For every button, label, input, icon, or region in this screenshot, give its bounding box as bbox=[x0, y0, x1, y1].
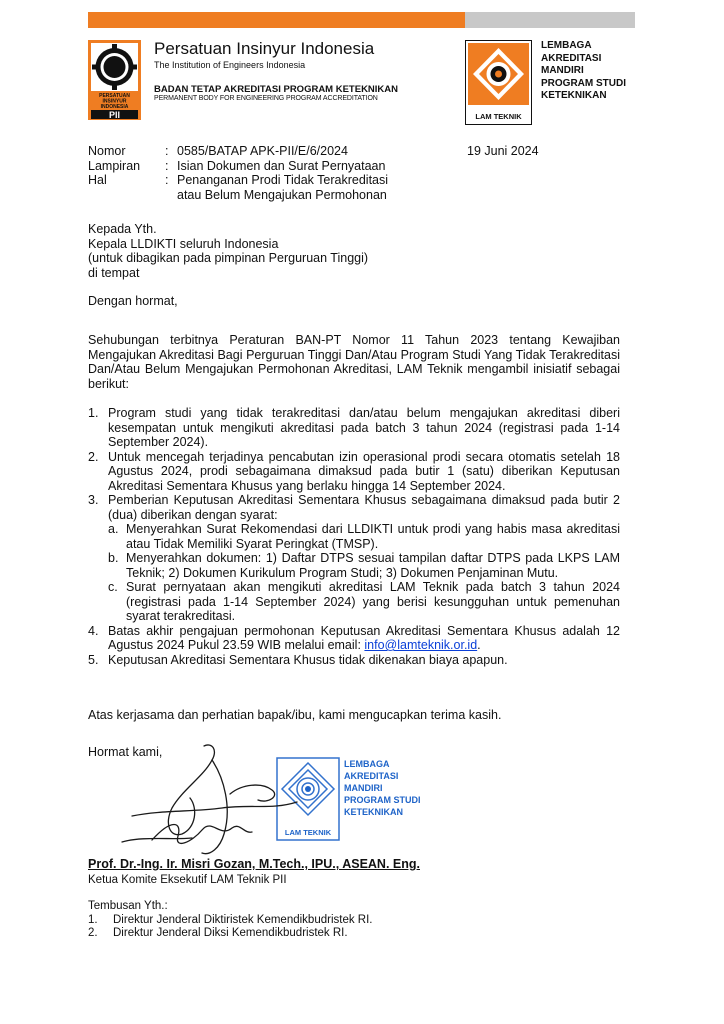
meta-row: Nomor : 0585/BATAP APK-PII/E/6/2024 bbox=[88, 144, 417, 159]
sub-text: Menyerahkan dokumen: 1) Daftar DTPS sesuai tampilan daftar DTPS pada LKPS LAM Teknik; 2) Dokumen Kurikulum Program Studi; 3) Dokumen Penjaminan Mutu. bbox=[126, 551, 620, 580]
closing-line: Atas kerjasama dan perhatian bapak/ibu, kami mengucapkan terima kasih. bbox=[88, 708, 502, 722]
stamp-line: AKREDITASI bbox=[344, 771, 399, 781]
meta-key: Hal bbox=[88, 173, 107, 187]
sub-label: a. bbox=[108, 522, 119, 536]
body-name-en: PERMANENT BODY FOR ENGINEERING PROGRAM ACCREDITATION bbox=[154, 95, 378, 102]
meta-value: Penanganan Prodi Tidak Terakreditasi atau Belum Mengajukan Permohonan bbox=[177, 173, 389, 202]
intro-paragraph: Sehubungan terbitnya Peraturan BAN-PT Nomor 11 Tahun 2023 tentang Kewajiban Mengajukan Akreditasi Bagi Perguruan Tinggi Dan/Atau Program Studi Yang Tidak Terakreditasi Dan/Atau Belum Mengajukan Permohonan Akreditasi, LAM Teknik mengambil inisiatif sebagai berikut: bbox=[88, 333, 620, 391]
pii-logo-abbr: PII bbox=[108, 110, 121, 120]
letter-date: 19 Juni 2024 bbox=[467, 144, 539, 158]
pii-logo-line-2: INSINYUR bbox=[102, 98, 127, 105]
list-number: 5. bbox=[88, 652, 99, 667]
list-text: Keputusan Akreditasi Sementara Khusus tidak dikenakan biaya apapun. bbox=[108, 652, 508, 667]
sub-label: c. bbox=[108, 580, 118, 594]
pii-logo-line-3: INDONESIA bbox=[100, 104, 129, 110]
meta-value: Isian Dokumen dan Surat Pernyataan bbox=[177, 158, 386, 173]
cc-list bbox=[88, 900, 372, 941]
address-line: Kepada Yth. bbox=[88, 222, 157, 236]
list-number: 1. bbox=[88, 406, 99, 420]
sub-text: Surat pernyataan akan mengikuti akreditasi LAM Teknik pada batch 3 tahun 2024 (registrasi pada 1-14 September 2024) yang berisi kesungguhan untuk pemenuhan syarat terakreditasi. bbox=[126, 580, 620, 623]
cc-heading: Tembusan Yth.: bbox=[88, 900, 168, 912]
recipient-address bbox=[88, 222, 368, 280]
email-link[interactable]: info@lamteknik.or.id bbox=[364, 638, 478, 652]
list-item bbox=[88, 653, 620, 668]
list-number: 3. bbox=[88, 493, 99, 507]
list-text: Untuk mencegah terjadinya pencabutan izin operasional prodi secara otomatis setelah 18 Agustus 2024, prodi sebagaimana dimaksud pada butir 1 (satu) diberikan Keputusan Akreditasi Sementara Khusus yang berlaku hingga 14 September 2024. bbox=[108, 449, 620, 493]
list-item bbox=[88, 406, 620, 450]
list-text: Program studi yang tidak terakreditasi dan/atau belum mengajukan akreditasi diberi kesempatan untuk mengikuti akreditasi pada batch 3 tahun 2024 (registrasi pada 1-14 September 2024). bbox=[108, 406, 620, 449]
lam-name-line: MANDIRI bbox=[541, 65, 584, 76]
list-number: 2. bbox=[88, 449, 99, 464]
sub-item bbox=[108, 551, 620, 580]
meta-value: 0585/BATAP APK-PII/E/6/2024 bbox=[177, 144, 348, 158]
regards-line: Hormat kami, bbox=[88, 745, 163, 759]
pii-logo bbox=[88, 40, 141, 120]
stamp-label: LAM TEKNIK bbox=[284, 828, 332, 837]
cc-text: Direktur Jenderal Diksi Kemendikbudristek RI. bbox=[113, 927, 348, 939]
lam-name-line: LEMBAGA bbox=[541, 40, 592, 51]
signer-name: Prof. Dr.-Ing. Ir. Misri Gozan, M.Tech., IPU., ASEAN. Eng. bbox=[88, 857, 420, 871]
stamp-line: KETEKNIKAN bbox=[344, 807, 404, 817]
sub-label: b. bbox=[108, 551, 119, 565]
stamp-line: LEMBAGA bbox=[344, 759, 390, 769]
cc-number: 1. bbox=[88, 913, 98, 926]
meta-key: Lampiran bbox=[88, 158, 141, 173]
list-item bbox=[88, 624, 620, 653]
cc-number: 2. bbox=[88, 927, 98, 939]
meta-key: Nomor bbox=[88, 144, 126, 158]
handwritten-signature bbox=[112, 738, 312, 863]
meta-row: Lampiran : Isian Dokumen dan Surat Pernyataan bbox=[88, 159, 417, 174]
list-text: Batas akhir pengajuan permohonan Keputusan Akreditasi Sementara Khusus adalah 12 Agustus 2024 Pukul 23.59 WIB melalui email: bbox=[108, 623, 620, 652]
org-subtitle: The Institution of Engineers Indonesia bbox=[154, 60, 306, 70]
header-bar-orange bbox=[88, 12, 465, 28]
lam-name-line: PROGRAM STUDI bbox=[541, 77, 626, 89]
cc-item bbox=[88, 914, 372, 928]
lam-teknik-logo bbox=[465, 40, 532, 125]
lam-logo-label: LAM TEKNIK bbox=[475, 112, 522, 121]
stamp-line: MANDIRI bbox=[344, 783, 383, 793]
meta-row: Hal : Penanganan Prodi Tidak Terakreditasi atau Belum Mengajukan Permohonan bbox=[88, 173, 417, 202]
cc-item bbox=[88, 927, 372, 941]
lam-name bbox=[541, 40, 626, 103]
list-item bbox=[88, 450, 620, 494]
address-line: di tempat bbox=[88, 265, 140, 280]
lam-name-line: AKREDITASI bbox=[541, 52, 602, 64]
org-name: Persatuan Insinyur Indonesia bbox=[154, 39, 375, 58]
letter-meta bbox=[88, 144, 417, 202]
sub-text: Menyerahkan Surat Rekomendasi dari LLDIKTI untuk prodi yang habis masa akreditasi atau Tidak Memiliki Syarat Peringkat (TMSP). bbox=[126, 522, 620, 551]
list-number: 4. bbox=[88, 623, 99, 638]
sub-item bbox=[108, 522, 620, 551]
body-name: BADAN TETAP AKREDITASI PROGRAM KETEKNIKAN bbox=[154, 84, 399, 95]
lam-name-line: KETEKNIKAN bbox=[541, 90, 607, 101]
cc-text: Direktur Jenderal Diktiristek Kemendikbudristek RI. bbox=[113, 913, 373, 926]
list-text: Pemberian Keputusan Akreditasi Sementara Khusus sebagaimana dimaksud pada butir 2 (dua) diberikan dengan syarat: bbox=[108, 493, 620, 522]
list-item bbox=[88, 493, 620, 624]
sub-item bbox=[108, 580, 620, 624]
stamp-line: PROGRAM STUDI bbox=[344, 795, 421, 805]
address-line: (untuk dibagikan pada pimpinan Perguruan Tinggi) bbox=[88, 251, 369, 265]
header-bar-gray bbox=[465, 12, 635, 28]
initiative-list bbox=[88, 406, 620, 667]
list-text-suffix: . bbox=[477, 638, 481, 652]
pii-logo-line-1: PERSATUAN bbox=[99, 93, 130, 99]
signer-title: Ketua Komite Eksekutif LAM Teknik PII bbox=[88, 874, 287, 886]
salutation: Dengan hormat, bbox=[88, 294, 178, 308]
address-line: Kepala LLDIKTI seluruh Indonesia bbox=[88, 236, 279, 251]
